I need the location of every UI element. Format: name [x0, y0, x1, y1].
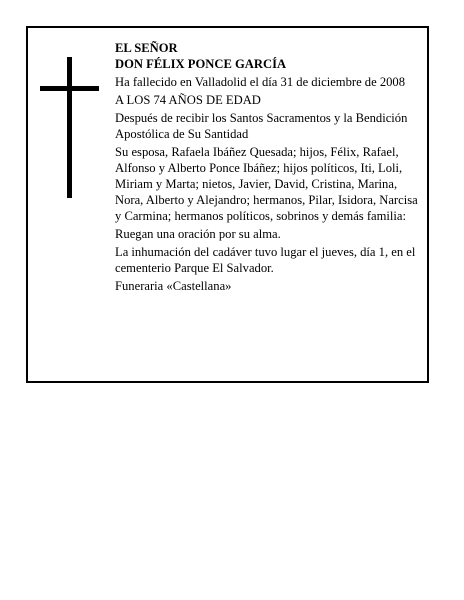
sacraments-statement: Después de recibir los Santos Sacramentos y la Bendición Apostólica de Su Santidad	[115, 111, 408, 141]
burial-statement: La inhumación del cadáver tuvo lugar el jueves, día 1, en el cementerio Parque El Salvador.	[115, 245, 416, 275]
deceased-name: DON FÉLIX PONCE GARCÍA	[115, 57, 287, 71]
funeral-home: Funeraria «Castellana»	[115, 279, 232, 293]
family-list: Su esposa, Rafaela Ibáñez Quesada; hijos, Félix, Rafael, Alfonso y Alberto Ponce Ibáñez; hijos políticos, Iti, Loli, Miriam y Marta; nietos, Javier, David, Cristina, Marina, Nora, Alberto y Alejandro; hermanos, Pilar, Isidora, Narcisa y Carmina; hermanos políticos, sobrinos y demás familia:	[115, 145, 418, 223]
prayer-request: Ruegan una oración por su alma.	[115, 227, 281, 241]
cross-vertical-bar	[67, 57, 72, 198]
notice-title: EL SEÑOR	[115, 41, 178, 55]
age-statement: A LOS 74 AÑOS DE EDAD	[115, 93, 261, 107]
notice-text	[115, 40, 421, 296]
death-statement: Ha fallecido en Valladolid el día 31 de diciembre de 2008	[115, 75, 406, 89]
obituary-notice	[26, 26, 429, 383]
cross-horizontal-bar	[40, 86, 99, 91]
